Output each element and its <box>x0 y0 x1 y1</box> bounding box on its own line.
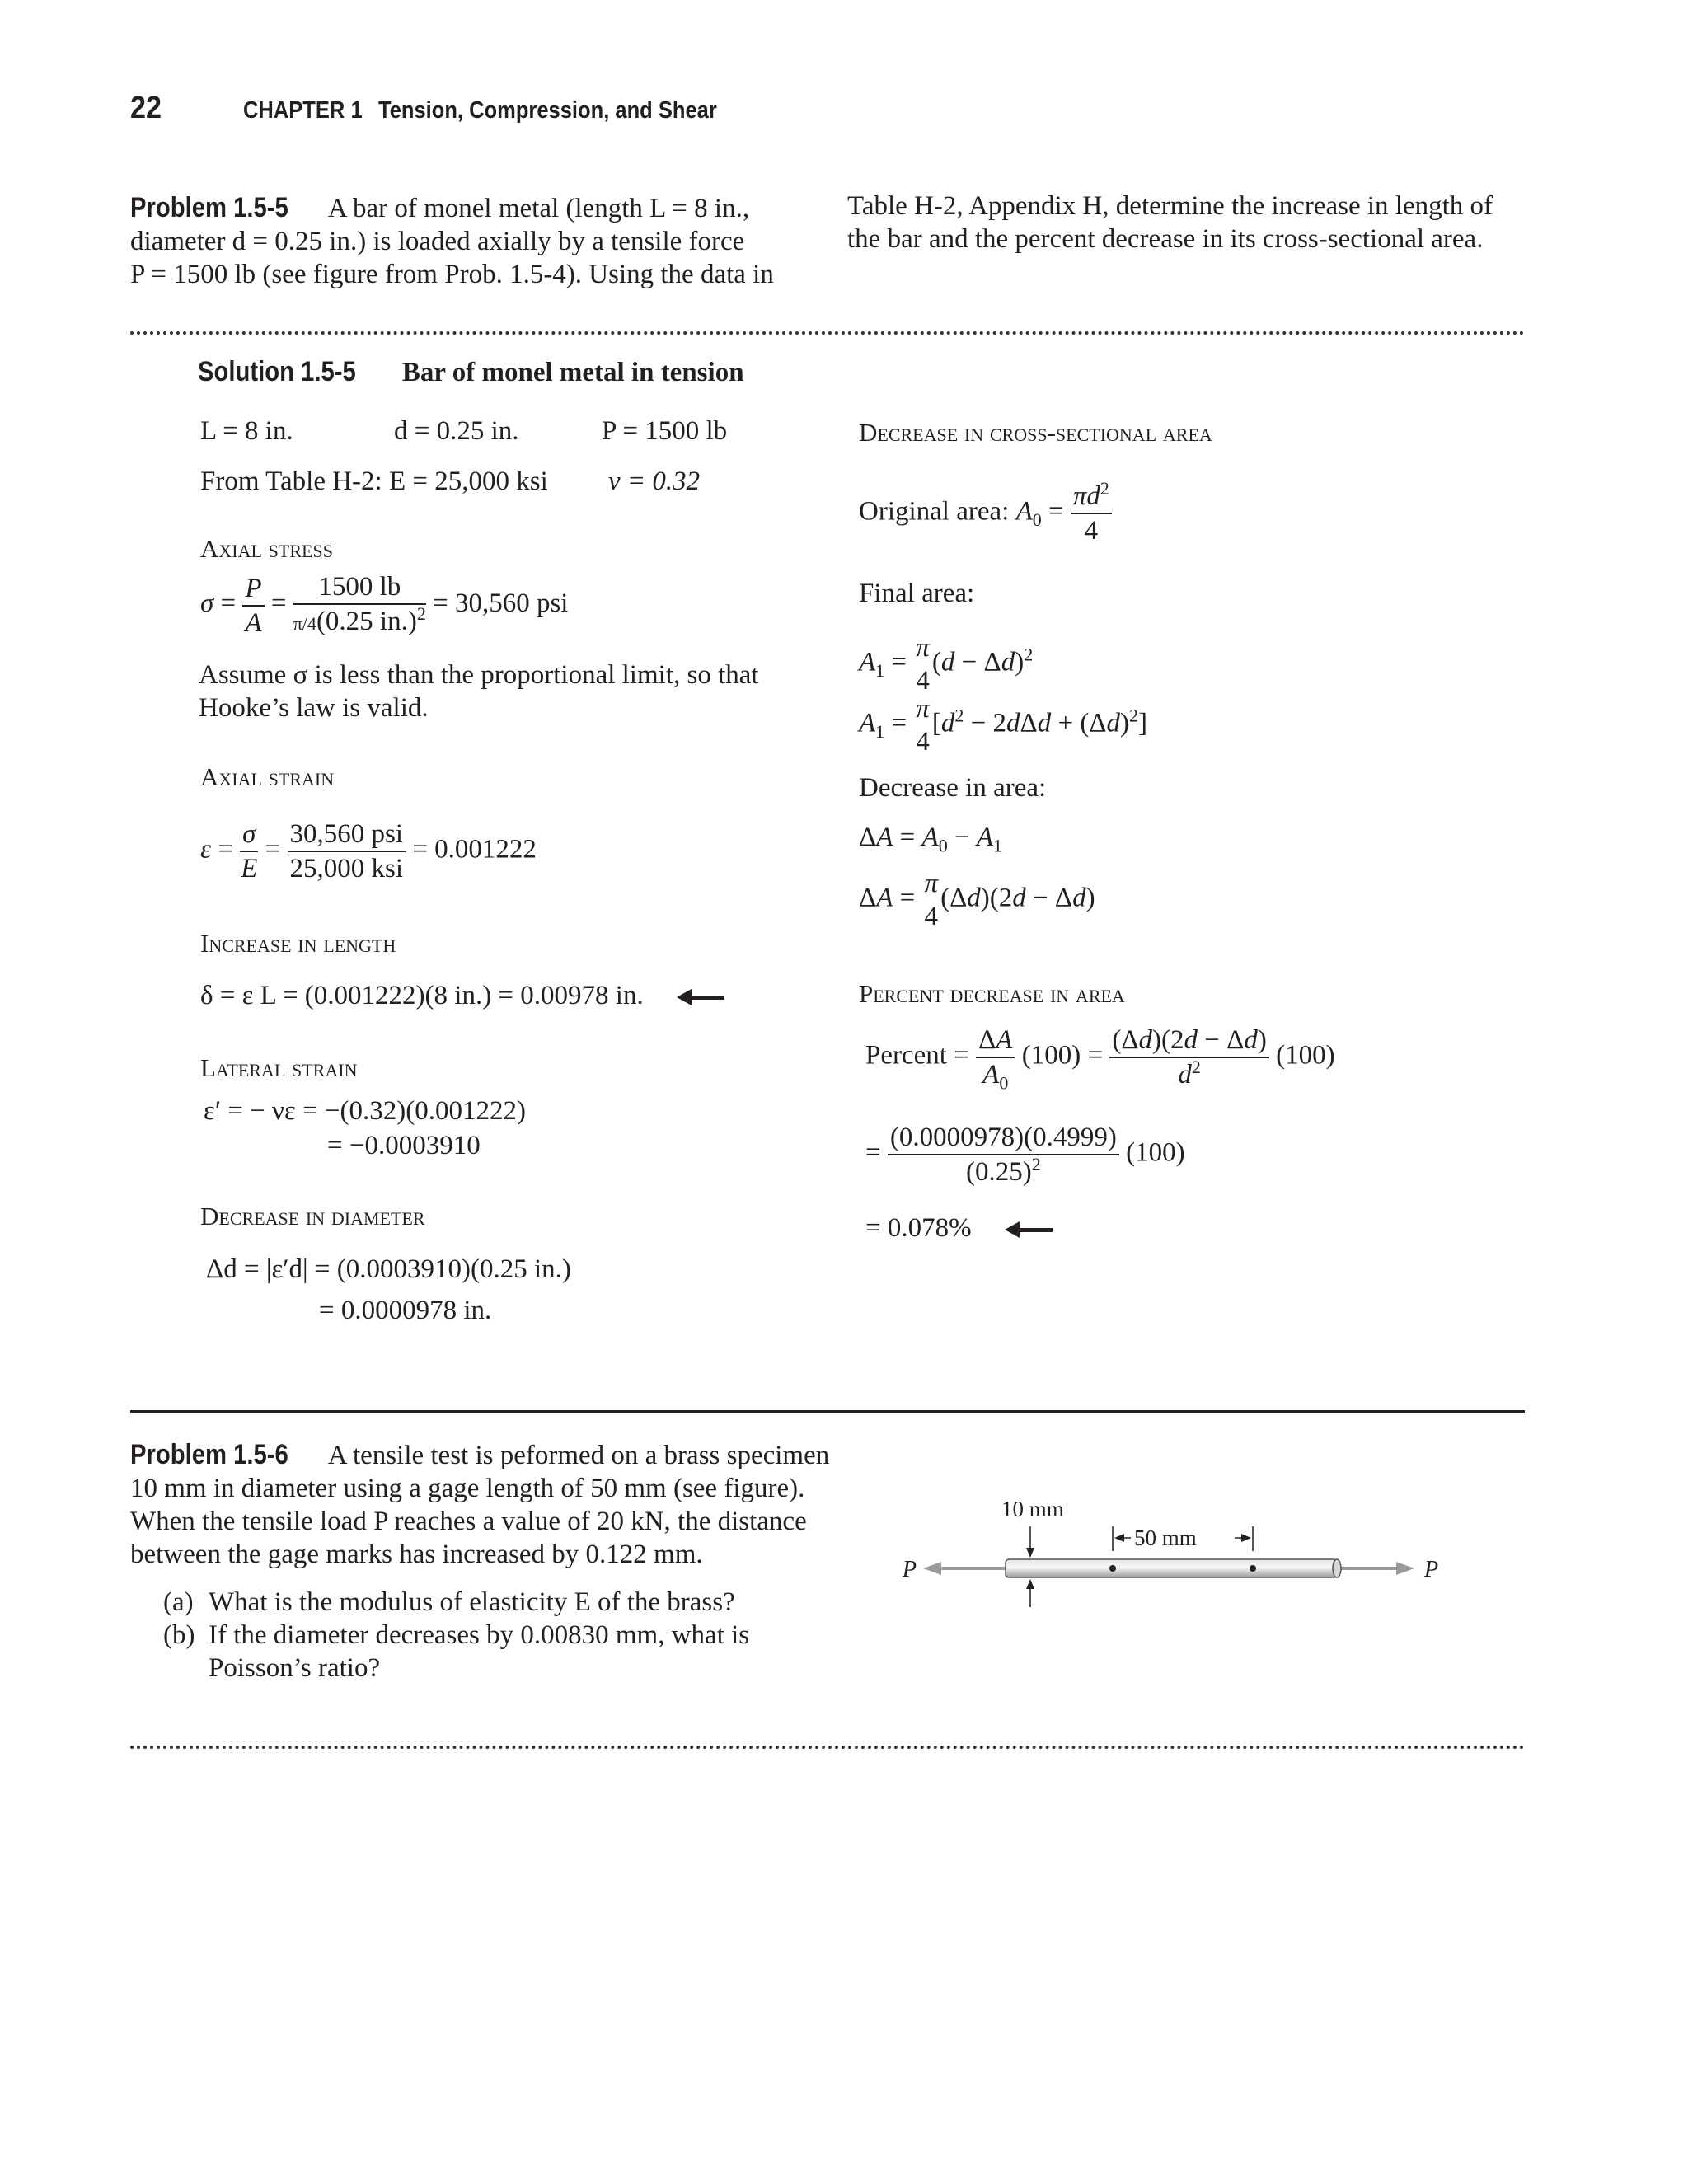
lateral-strain-heading: Lateral strain <box>200 1053 358 1082</box>
final-area-equation-2: $A_1$ = π 4 $[d^2 - 2d\Delta d + (\Delta d)^2]$ <box>859 694 1148 757</box>
percent-decrease-heading: Percent decrease in area <box>859 979 1125 1008</box>
axial-strain-heading: Axial strain <box>200 762 335 791</box>
statement-line: When the tensile load P reaches a value of 20 kN, the distance <box>130 1507 807 1536</box>
area-change-equation-1: $\Delta A = A_0 - A_1$ <box>859 823 1002 856</box>
numeric-denominator: (0.25) <box>965 1157 1032 1187</box>
given-L: L = 8 in. <box>200 416 293 446</box>
lateral-strain-line-1: ε′ = − νε = −(0.32)(0.001222) <box>204 1096 527 1126</box>
area-change-equation-2: ΔA = π 4 (Δd)(2d − Δd) <box>859 869 1095 931</box>
increase-length-heading: Increase in length <box>200 929 396 958</box>
solution-label: Solution 1.5-5 <box>198 356 356 387</box>
gage-length-label: 50 mm <box>1134 1526 1197 1550</box>
strain-result: = 0.001222 <box>412 834 537 865</box>
axial-stress-heading: Axial stress <box>200 534 333 563</box>
answer-arrow-icon <box>677 991 724 1003</box>
diameter-label: 10 mm <box>1001 1497 1064 1521</box>
solution-title <box>198 356 744 388</box>
strain-equation: ε = $\frac{\sigma}{E}$ = $\frac{\text{30,560 psi}}{\text{25,000 ksi}}$ = 0.001222 <box>200 819 537 883</box>
strain-denominator: 25,000 ksi <box>289 854 404 883</box>
given-P: P = 1500 lb <box>602 416 728 446</box>
load-label-left: P <box>902 1557 917 1582</box>
part-b <box>163 1619 872 1685</box>
gage-mark <box>1250 1565 1256 1572</box>
given-d: d = 0.25 in. <box>394 416 519 446</box>
problem-parts <box>163 1586 872 1685</box>
answer-arrow-icon <box>1005 1224 1053 1235</box>
part-a <box>163 1586 872 1619</box>
original-area-equation: Original area: $A_0$ = $\frac{\pi d^2}{4}$ <box>859 480 1112 547</box>
chapter-title: Tension, Compression, and Shear <box>377 97 717 124</box>
table-values: From Table H-2: E = 25,000 ksi <box>200 466 548 496</box>
load-label-right: P <box>1424 1557 1439 1582</box>
running-header <box>243 97 717 124</box>
problem-label: Problem 1.5-6 <box>130 1439 288 1470</box>
statement-line: 10 mm in diameter using a gage length of 50 mm (see figure). <box>130 1474 805 1503</box>
problem-1-5-5-statement-col2 <box>847 190 1523 255</box>
statement-line: Table H-2, Appendix H, determine the increase in length of <box>847 191 1493 221</box>
part-text: If the diameter decreases by 0.00830 mm, what is <box>209 1620 750 1650</box>
elongation-text: δ = ε L = (0.001222)(8 in.) = 0.00978 in. <box>200 981 644 1010</box>
section-divider <box>130 1410 1525 1413</box>
assumption-line-1: Assume σ is less than the proportional limit, so that <box>199 660 759 690</box>
solution-heading: Bar of monel metal in tension <box>401 358 744 387</box>
brass-rod <box>1006 1559 1341 1577</box>
stress-result: = 30,560 psi <box>433 588 569 619</box>
lateral-strain-line-2: = −0.0003910 <box>327 1131 481 1160</box>
final-area-label: Final area: <box>859 579 975 608</box>
part-text: What is the modulus of elasticity E of the brass? <box>209 1587 735 1617</box>
statement-line: the bar and the percent decrease in its cross-sectional area. <box>847 224 1484 254</box>
gage-mark <box>1109 1565 1116 1572</box>
part-text: Poisson’s ratio? <box>209 1653 381 1683</box>
assumption-line-2: Hooke’s law is valid. <box>199 693 429 723</box>
poisson-value: ν = 0.32 <box>608 466 701 496</box>
stress-denominator: (0.25 in.) <box>316 607 417 636</box>
tensile-specimen-figure <box>898 1483 1459 1632</box>
problem-label: Problem 1.5-5 <box>130 192 288 223</box>
elongation-equation <box>200 981 724 1011</box>
statement-line: P = 1500 lb (see figure from Prob. 1.5-4). Using the data in <box>130 260 774 289</box>
dotted-divider <box>130 331 1525 335</box>
hundred-factor: (100) <box>1021 1040 1081 1071</box>
numeric-numerator: (0.0000978)(0.4999) <box>888 1121 1119 1155</box>
statement-line: A bar of monel metal (length L = 8 in., <box>327 194 750 223</box>
stress-numerator: 1500 lb <box>293 570 426 605</box>
diameter-change-line-2: = 0.0000978 in. <box>319 1296 492 1325</box>
percent-result <box>865 1213 1053 1244</box>
percent-label: Percent = <box>865 1040 969 1071</box>
final-area-equation-1: $A_1$ = π 4 $(d - \Delta d)^2$ <box>859 633 1034 696</box>
diameter-change-line-1: Δd = |ε′d| = (0.0003910)(0.25 in.) <box>206 1254 571 1284</box>
percent-equation: Percent = $\frac{\Delta A}{A_0}$ (100) = $\frac{(\Delta d)(2d - \Delta d)}{d^2}$ (100) <box>865 1025 1335 1094</box>
statement-line: diameter d = 0.25 in.) is loaded axially by a tensile force <box>130 227 745 256</box>
statement-line: between the gage marks has increased by 0.122 mm. <box>130 1540 703 1569</box>
original-area-label: Original area: <box>859 496 1010 527</box>
problem-1-5-5-statement <box>130 191 806 291</box>
decrease-in-area-label: Decrease in area: <box>859 773 1047 803</box>
percent-result-text: = 0.078% <box>865 1213 972 1243</box>
dotted-divider <box>130 1746 1525 1749</box>
stress-equation: σ = $\frac{P}{A}$ = $\frac{1500 lb}{\pi/4(0.25 in.)^2}$ = 30,560 psi <box>200 572 569 638</box>
part-label: (b) <box>163 1620 195 1650</box>
statement-line: A tensile test is peformed on a brass specimen <box>327 1441 830 1470</box>
right-load-arrow-icon <box>1340 1562 1414 1575</box>
problem-1-5-6-statement <box>130 1438 872 1685</box>
decrease-area-heading: Decrease in cross-sectional area <box>859 418 1212 447</box>
part-label: (a) <box>163 1587 194 1617</box>
strain-numerator: 30,560 psi <box>288 818 406 852</box>
percent-numeric-equation: = $\frac{(0.0000978)(0.4999)}{(0.25)^2}$ (100) <box>865 1122 1185 1187</box>
left-load-arrow-icon <box>923 1562 1007 1575</box>
decrease-diameter-heading: Decrease in diameter <box>200 1202 425 1230</box>
chapter-number: CHAPTER 1 <box>243 97 363 124</box>
page-number: 22 <box>130 91 162 125</box>
